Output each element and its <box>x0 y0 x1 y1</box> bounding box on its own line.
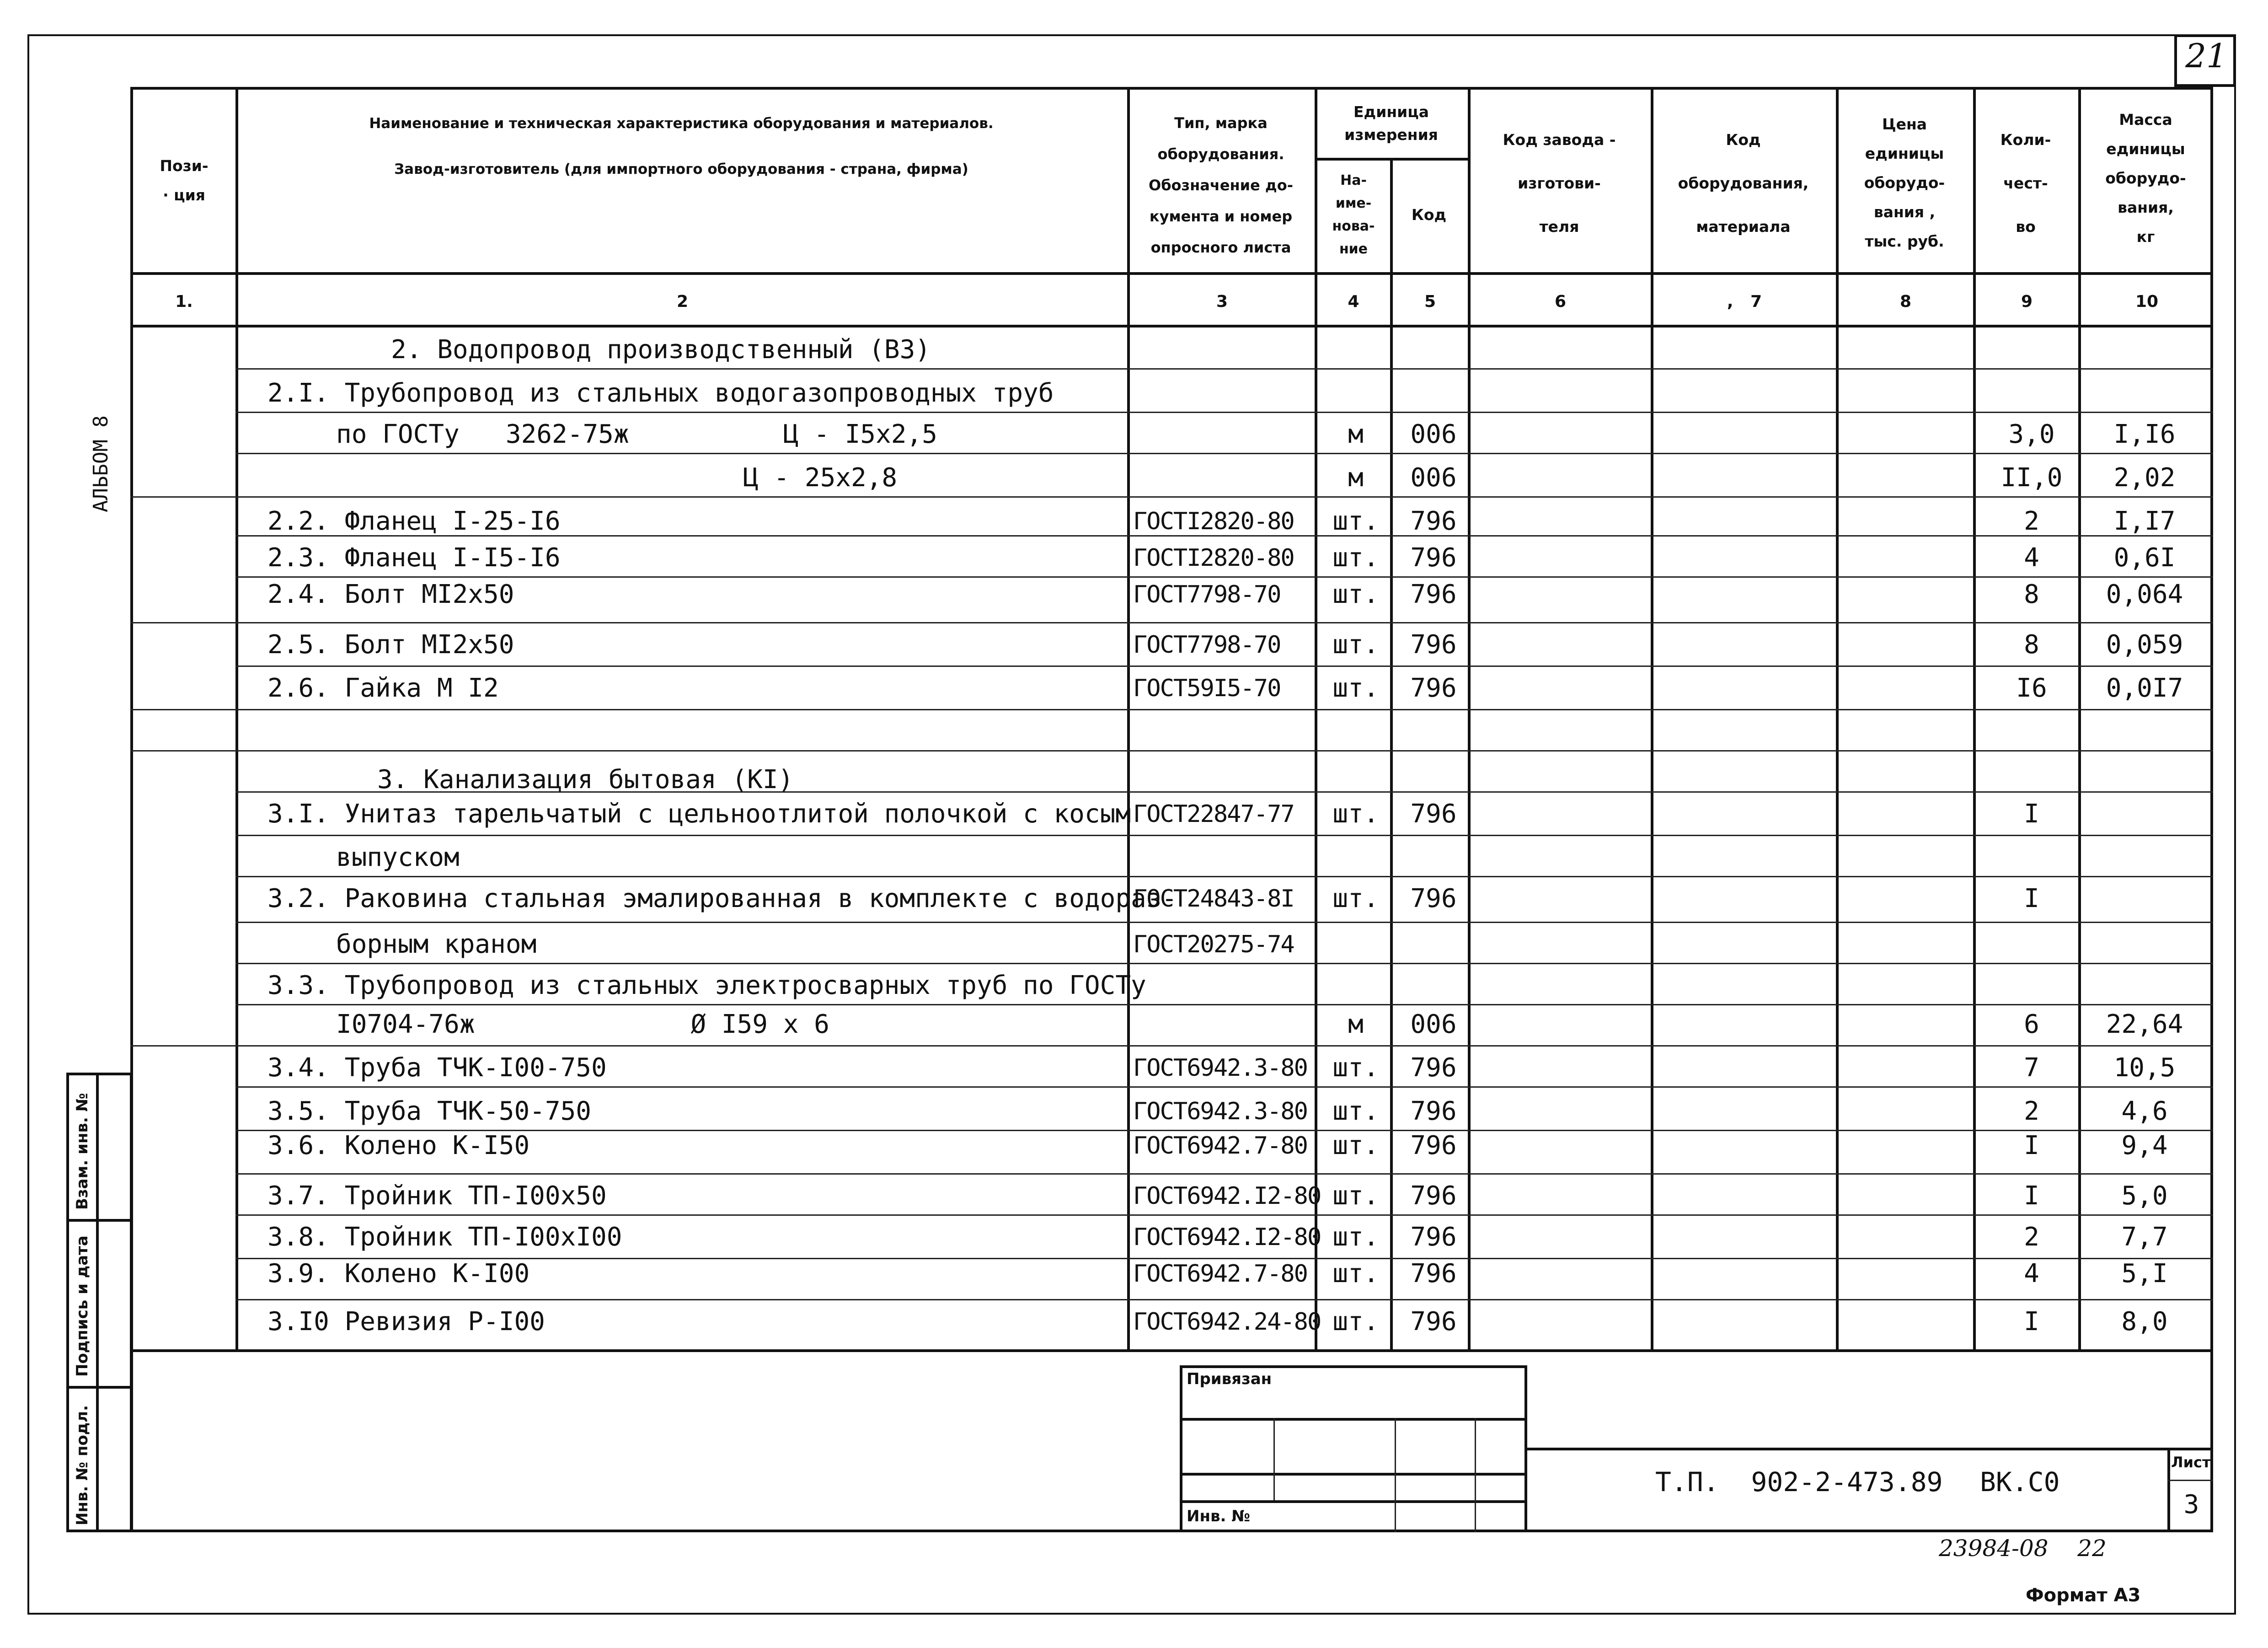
side-stamp-label-replacement: Взам. инв. № <box>73 1093 91 1210</box>
row-quantity: 4 <box>2024 1259 2039 1288</box>
row-name: 3.6. Колено К-I50 <box>267 1131 530 1160</box>
row-unit: шт. <box>1332 1222 1379 1252</box>
sheet-label: Лист <box>2171 1454 2211 1471</box>
row-mass: 0,059 <box>2106 630 2183 660</box>
row-unit-code: 006 <box>1410 463 1457 493</box>
row-document: ГОСТ6942.I2-80 <box>1133 1224 1321 1251</box>
column-number: , 7 <box>1727 292 1762 311</box>
row-name: 2.4. Болт МI2x50 <box>267 580 514 609</box>
row-document: ГОСТ7798-70 <box>1133 631 1281 659</box>
row-document: ГОСТ22847-77 <box>1133 800 1294 828</box>
row-quantity: 4 <box>2024 543 2039 573</box>
row-quantity: I6 <box>2016 673 2047 703</box>
row-name: 3.I0 Ревизия Р-I00 <box>267 1307 545 1337</box>
column-number: 5 <box>1424 292 1436 311</box>
row-quantity: 6 <box>2024 1009 2039 1039</box>
column-number: 10 <box>2135 292 2159 311</box>
row-quantity: 8 <box>2024 580 2039 609</box>
row-mass: I,I7 <box>2113 506 2176 536</box>
row-unit-code: 796 <box>1410 1096 1457 1126</box>
row-document: ГОСТ6942.3-80 <box>1133 1054 1307 1082</box>
row-document: ГОСТI2820-80 <box>1133 508 1294 535</box>
row-name: 3.4. Труба ТЧК-I00-750 <box>267 1053 607 1083</box>
row-quantity: I <box>2024 884 2039 913</box>
row-mass: 22,64 <box>2106 1009 2183 1039</box>
column-number: 2 <box>676 292 689 311</box>
header-unit-code: Код <box>1411 206 1447 224</box>
row-unit-code: 796 <box>1410 1222 1457 1252</box>
row-name: по ГОСТу 3262-75ж Ц - I5x2,5 <box>336 419 937 449</box>
header-type: Тип, марка оборудования. Обозначение до- кумента и номер опросного листа <box>1149 114 1293 256</box>
row-unit-code: 796 <box>1410 506 1457 536</box>
row-name: 2. Водопровод производственный (В3) <box>391 335 931 365</box>
row-unit: шт. <box>1332 1307 1379 1337</box>
row-document: ГОСТ6942.3-80 <box>1133 1098 1307 1125</box>
header-name: Наименование и техническая характеристика оборудования и материалов. Завод-изготовитель (для импортного оборудования - страна, фирма) <box>369 115 994 177</box>
row-name: Ц - 25x2,8 <box>743 463 898 493</box>
row-quantity: 7 <box>2024 1053 2039 1083</box>
row-unit: шт. <box>1332 1053 1379 1083</box>
row-quantity: II,0 <box>2001 463 2063 493</box>
row-document: ГОСТ7798-70 <box>1133 581 1281 608</box>
sheet-corner-number: 21 <box>2185 37 2227 75</box>
row-unit-code: 796 <box>1410 1131 1457 1160</box>
row-quantity: 3,0 <box>2008 419 2055 449</box>
row-document: ГОСТ24843-8I <box>1133 885 1294 913</box>
inventory-label: Инв. № <box>1187 1507 1251 1525</box>
row-unit: шт. <box>1332 1181 1379 1211</box>
row-document: ГОСТ20275-74 <box>1133 931 1294 958</box>
row-name: I0704-76ж Ø I59 x 6 <box>336 1009 829 1039</box>
column-number: 4 <box>1348 292 1359 311</box>
format-label: Формат А3 <box>2026 1585 2141 1606</box>
row-mass: 0,6I <box>2113 543 2176 573</box>
row-mass: 0,0I7 <box>2106 673 2183 703</box>
row-quantity: 8 <box>2024 630 2039 660</box>
header-position: Пози- · ция <box>160 157 209 204</box>
row-unit-code: 796 <box>1410 1181 1457 1211</box>
row-quantity: I <box>2024 1181 2039 1211</box>
row-name: выпуском <box>336 843 460 872</box>
row-name: 3.7. Тройник ТП-I00x50 <box>267 1181 607 1211</box>
row-quantity: 2 <box>2024 506 2039 536</box>
header-mass: Масса единицы оборудо- вания, кг <box>2105 111 2186 246</box>
row-unit-code: 796 <box>1410 630 1457 660</box>
handwritten-number: 23984-08 22 <box>1939 1535 2107 1562</box>
privyazan-label: Привязан <box>1187 1370 1272 1388</box>
row-mass: 5,0 <box>2121 1181 2168 1211</box>
row-document: ГОСТ6942.7-80 <box>1133 1260 1307 1288</box>
row-name: 3.3. Трубопровод из стальных электросварных труб по ГОСТу <box>267 971 1146 1000</box>
row-unit: шт. <box>1332 799 1379 829</box>
sheet-number: 3 <box>2183 1490 2199 1519</box>
column-number: 3 <box>1216 292 1228 311</box>
header-factory-code: Код завода - изготови- теля <box>1503 130 1616 236</box>
row-document: ГОСТ6942.I2-80 <box>1133 1182 1321 1210</box>
row-mass: 4,6 <box>2121 1096 2168 1126</box>
row-name: 2.5. Болт МI2x50 <box>267 630 514 660</box>
row-name: 2.2. Фланец I-25-I6 <box>267 506 561 536</box>
row-name: 2.3. Фланец I-I5-I6 <box>267 543 561 573</box>
side-stamp-label-signature: Подпись и дата <box>73 1235 91 1377</box>
row-name: 3.2. Раковина стальная эмалированная в комплекте с водораз- <box>267 884 1177 913</box>
row-mass: I,I6 <box>2113 419 2176 449</box>
row-unit: шт. <box>1332 1096 1379 1126</box>
column-number: 1. <box>175 292 193 311</box>
row-unit-code: 796 <box>1410 1053 1457 1083</box>
row-unit-code: 796 <box>1410 673 1457 703</box>
row-unit-code: 796 <box>1410 580 1457 609</box>
column-number: 9 <box>2021 292 2033 311</box>
row-name: 3. Канализация бытовая (КI) <box>377 765 794 794</box>
row-mass: 10,5 <box>2113 1053 2176 1083</box>
row-unit-code: 796 <box>1410 543 1457 573</box>
row-document: ГОСТ6942.7-80 <box>1133 1132 1307 1160</box>
row-name: 3.8. Тройник ТП-I00xI00 <box>267 1222 622 1252</box>
header-unit-name: На- име- нова- ние <box>1332 172 1375 257</box>
row-mass: 7,7 <box>2121 1222 2168 1252</box>
designation: Т.П. 902-2-473.89 <box>1655 1466 1943 1498</box>
album-label: АЛЬБОМ 8 <box>89 415 112 512</box>
row-name: борным краном <box>336 929 537 959</box>
row-mass: 9,4 <box>2121 1131 2168 1160</box>
row-quantity: I <box>2024 1307 2039 1337</box>
row-unit: шт. <box>1332 543 1379 573</box>
row-mass: 2,02 <box>2113 463 2176 493</box>
row-unit: шт. <box>1332 884 1379 913</box>
row-name: 3.I. Унитаз тарельчатый с цельноотлитой полочкой с косым <box>267 799 1131 829</box>
row-unit: шт. <box>1332 673 1379 703</box>
row-quantity: I <box>2024 799 2039 829</box>
row-quantity: 2 <box>2024 1096 2039 1126</box>
row-name: 2.I. Трубопровод из стальных водогазопроводных труб <box>267 378 1054 408</box>
row-unit: шт. <box>1332 630 1379 660</box>
row-name: 3.5. Труба ТЧК-50-750 <box>267 1096 592 1126</box>
row-unit-code: 796 <box>1410 1259 1457 1288</box>
row-unit-code: 006 <box>1410 1009 1457 1039</box>
row-unit: шт. <box>1332 506 1379 536</box>
header-quantity: Коли- чест- во <box>2000 130 2051 236</box>
column-number: 6 <box>1554 292 1567 311</box>
row-unit: шт. <box>1332 1259 1379 1288</box>
section-code: ВК.С0 <box>1980 1466 2060 1498</box>
row-mass: 8,0 <box>2121 1307 2168 1337</box>
row-quantity: 2 <box>2024 1222 2039 1252</box>
header-price: Цена единицы оборудо- вания , тыс. руб. <box>1864 115 1945 250</box>
header-equipment-code: Код оборудования, материала <box>1678 130 1809 236</box>
row-unit: шт. <box>1332 1131 1379 1160</box>
row-name: 3.9. Колено К-I00 <box>267 1259 530 1288</box>
row-unit: шт. <box>1332 580 1379 609</box>
row-mass: 5,I <box>2121 1259 2168 1288</box>
row-unit: м <box>1348 463 1364 493</box>
row-unit-code: 796 <box>1410 799 1457 829</box>
row-unit-code: 796 <box>1410 1307 1457 1337</box>
row-name: 2.6. Гайка М I2 <box>267 673 499 703</box>
header-unit-group: Единица измерения <box>1344 103 1438 144</box>
row-mass: 0,064 <box>2106 580 2183 609</box>
row-document: ГОСТI2820-80 <box>1133 544 1294 572</box>
row-unit-code: 006 <box>1410 419 1457 449</box>
column-number: 8 <box>1899 292 1912 311</box>
row-document: ГОСТ59I5-70 <box>1133 675 1281 702</box>
side-stamp-label-inventory: Инв. № подл. <box>73 1405 91 1525</box>
row-document: ГОСТ6942.24-80 <box>1133 1308 1321 1336</box>
row-unit: м <box>1348 1009 1364 1039</box>
row-quantity: I <box>2024 1131 2039 1160</box>
row-unit: м <box>1348 419 1364 449</box>
row-unit-code: 796 <box>1410 884 1457 913</box>
